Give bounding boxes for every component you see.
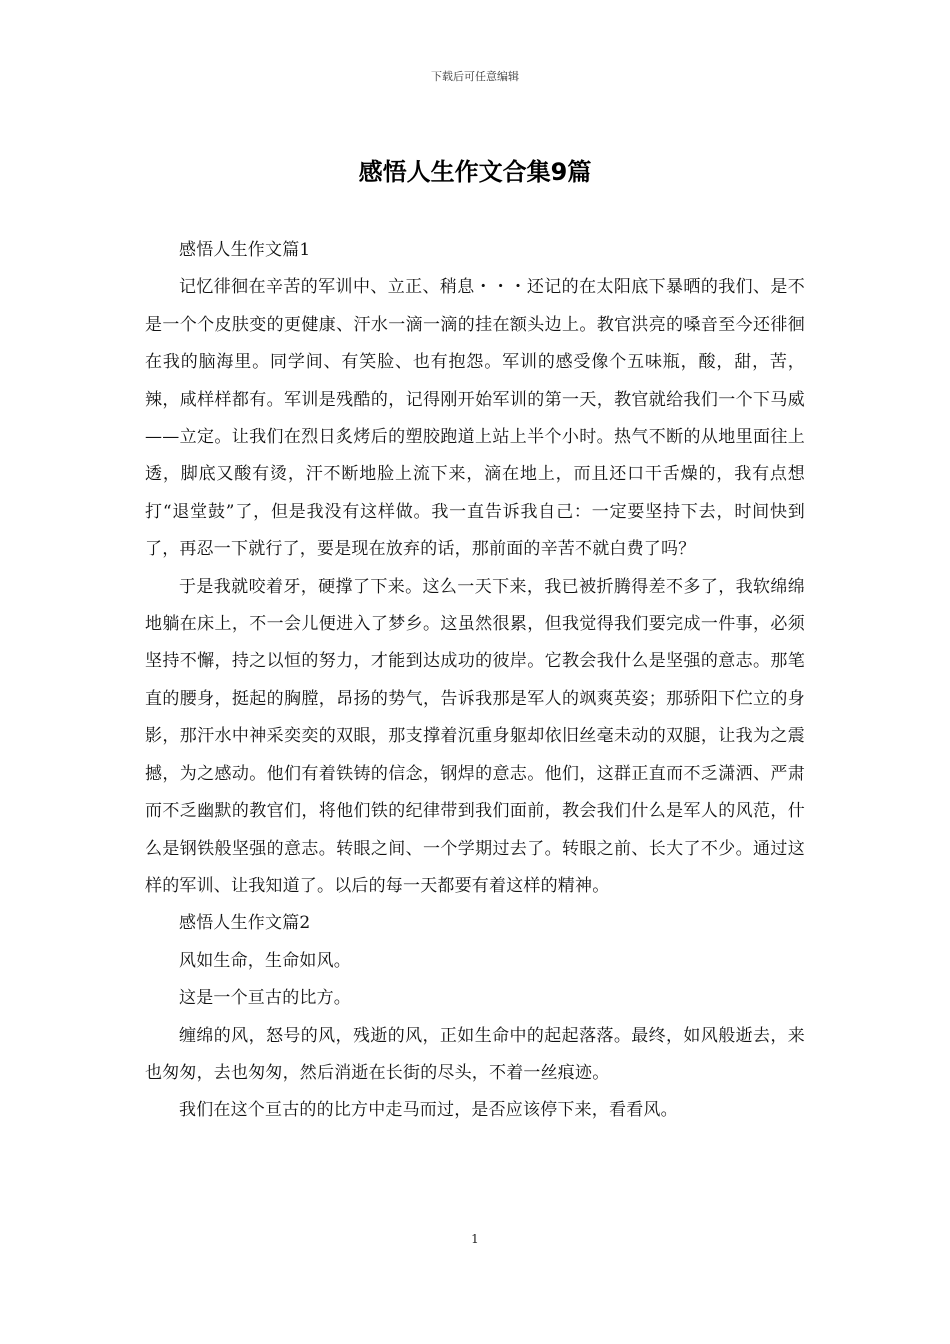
section-heading-1: 感悟人生作文篇1: [179, 240, 311, 260]
section-heading-2: 感悟人生作文篇2: [179, 913, 311, 934]
paragraph: 记忆徘徊在辛苦的军训中、立正、稍息・・・还记的在太阳底下暴晒的我们、是不是一个个皮肤变的更健康、汗水一滴一滴的挂在额头边上。教官洪亮的嗓音至今还徘徊在我的脑海里。同学间、有笑脸、也有抱怨。军训的感受像个五味瓶，酸，甜，苦，辣，咸样样都有。军训是残酷的，记得刚开始军训的第一天，教官就给我们一个下马威——立定。让我们在烈日炙烤后的塑胶跑道上站上半个小时。热气不断的从地里面往上透，脚底又酸有烫，汗不断地脸上流下来，滴在地上，而且还口干舌燥的，我有点想打“退堂鼓”了，但是我没有这样做。我一直告诉我自己：一定要坚持下去，时间快到了，再忍一下就行了，要是现在放弃的话，那前面的辛苦不就白费了吗？: [145, 277, 805, 560]
page-number: 1: [471, 1232, 479, 1246]
paragraph: 我们在这个亘古的的比方中走马而过，是否应该停下来，看看风。: [179, 1100, 678, 1121]
paragraph: 于是我就咬着牙，硬撑了下来。这么一天下来，我已被折腾得差不多了，我软绵绵地躺在床上，不一会儿便进入了梦乡。这虽然很累，但我觉得我们要完成一件事，必须坚持不懈，持之以恒的努力，才能到达成功的彼岸。它教会我什么是坚强的意志。那笔直的腰身，挺起的胸膛，昂扬的势气，告诉我那是军人的飒爽英姿；那骄阳下伫立的身影，那汗水中神采奕奕的双眼，那支撑着沉重身躯却依旧丝毫未动的双腿，让我为之震撼，为之感动。他们有着铁铸的信念，钢焊的意志。他们，这群正直而不乏潇洒、严肃而不乏幽默的教官们，将他们铁的纪律带到我们面前，教会我们什么是军人的风范，什么是钢铁般坚强的意志。转眼之间、一个学期过去了。转眼之前、长大了不少。通过这样的军训、让我知道了。以后的每一天都要有着这样的精神。: [145, 576, 805, 896]
document-body: [145, 232, 805, 1130]
paragraph: 风如生命，生命如风。: [179, 950, 351, 971]
paragraph: 缠绵的风，怒号的风，残逝的风，正如生命中的起起落落。最终，如风般逝去，来也匆匆，去也匆匆，然后消逝在长街的尽头，不着一丝痕迹。: [145, 1025, 805, 1083]
document-title: 感悟人生作文合集9篇: [358, 158, 592, 186]
page-header: 下载后可任意编辑: [431, 70, 519, 83]
paragraph: 这是一个亘古的比方。: [179, 988, 351, 1009]
